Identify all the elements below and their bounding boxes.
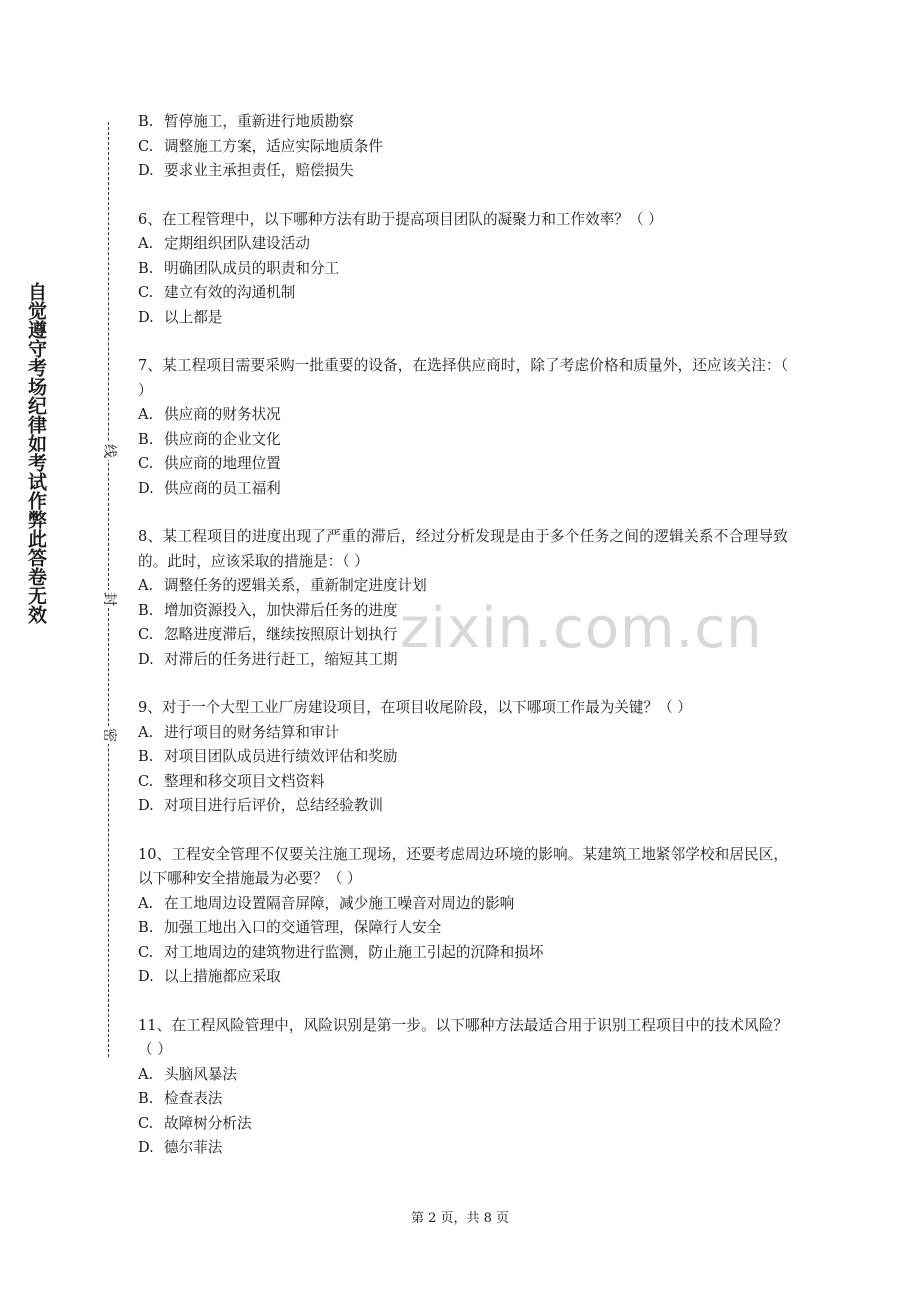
option-item [138,941,788,966]
option-text: 对工地周边的建筑物进行监测，防止施工引起的沉降和损坏 [164,943,544,961]
option-text: 故障树分析法 [164,1114,252,1132]
option-item [138,428,788,453]
option-letter: D. [138,650,154,668]
option-item [138,159,788,184]
option-letter: C. [138,626,154,643]
option-item [138,574,788,599]
option-item [138,648,788,673]
seal-label-seal: 封 [98,590,120,608]
option-item [138,306,788,331]
seal-label-line: 线 [98,442,120,460]
option-item [138,281,788,306]
option-text: 加强工地出入口的交通管理，保障行人安全 [164,919,442,936]
option-text: 检查表法 [164,1090,223,1107]
option-text: 对项目团队成员进行绩效评估和奖励 [164,748,398,765]
option-text: 德尔菲法 [164,1139,223,1156]
option-text: 明确团队成员的职责和分工 [164,259,340,277]
option-letter: C. [138,772,154,790]
option-text: 调整施工方案，适应实际地质条件 [164,137,383,155]
option-letter: D. [138,479,154,497]
option-text: 定期组织团队建设活动 [164,235,310,252]
option-text: 暂停施工，重新进行地质勘察 [164,113,354,130]
option-text: 供应商的员工福利 [164,479,281,497]
option-text: 供应商的企业文化 [164,430,281,448]
option-item [138,232,788,257]
option-item [138,477,788,502]
option-letter: B. [138,259,154,277]
question-stem: 7、某工程项目需要采购一批重要的设备，在选择供应商时，除了考虑价格和质量外，还应该关注：（ ） [138,357,788,399]
option-text: 要求业主承担责任，赔偿损失 [164,162,354,179]
question-stem: 9、对于一个大型工业厂房建设项目，在项目收尾阶段，以下哪项工作最为关键？（ ） [138,699,692,716]
question-9 [138,696,788,819]
question-8 [138,525,788,672]
option-item [138,403,788,428]
question-stem: 10、工程安全管理不仅要关注施工现场，还要考虑周边环境的影响。某建筑工地紧邻学校和居民区，以下哪种安全措施最为必要？（ ） [138,845,788,887]
option-letter: B. [138,748,154,765]
question-content [138,110,788,1185]
option-item [138,892,788,917]
watermark: zixin.com.cn [400,596,763,661]
option-letter: B. [138,919,154,936]
question-stem: 6、在工程管理中，以下哪种方法有助于提高项目团队的凝聚力和工作效率？（ ） [138,210,663,228]
option-letter: C. [138,137,154,155]
option-letter: C. [138,943,154,961]
option-letter: C. [138,455,154,472]
option-item [138,721,788,746]
option-text: 忽略进度滞后，继续按照原计划执行 [164,626,398,643]
option-item [138,599,788,624]
option-item [138,1087,788,1112]
option-letter: A. [138,235,154,252]
exam-discipline-warning: 自觉遵守考场纪律如考试作弊此答卷无效 [25,282,47,624]
seal-label-secret: 密 [98,726,120,744]
option-item [138,1136,788,1161]
option-text: 增加资源投入，加快滞后任务的进度 [164,601,398,619]
option-letter: A. [138,1065,154,1083]
option-text: 在工地周边设置隔音屏障，减少施工噪音对周边的影响 [164,894,515,912]
previous-question-options [138,110,788,184]
option-letter: D. [138,1139,154,1156]
option-item [138,965,788,990]
option-item [138,916,788,941]
option-text: 进行项目的财务结算和审计 [164,723,340,741]
option-text: 建立有效的沟通机制 [164,284,296,301]
option-letter: C. [138,284,154,301]
option-text: 对滞后的任务进行赶工，缩短其工期 [164,650,398,668]
option-item [138,794,788,819]
option-letter: B. [138,1090,154,1107]
option-text: 供应商的财务状况 [164,406,281,423]
option-text: 调整任务的逻辑关系，重新制定进度计划 [164,577,427,594]
question-10 [138,843,788,990]
option-item [138,623,788,648]
option-letter: D. [138,162,154,179]
option-text: 以上都是 [164,308,223,326]
option-letter: B. [138,601,154,619]
option-item [138,770,788,795]
option-item [138,1063,788,1088]
option-item [138,257,788,282]
question-stem: 8、某工程项目的进度出现了严重的滞后，经过分析发现是由于多个任务之间的逻辑关系不合理导致的。此时，应该采取的措施是：（ ） [138,528,788,570]
option-letter: B. [138,113,154,130]
question-stem: 11、在工程风险管理中，风险识别是第一步。以下哪种方法最适合用于识别工程项目中的技术风险？（ ） [138,1016,788,1058]
option-letter: D. [138,968,154,985]
question-11 [138,1014,788,1161]
option-text: 供应商的地理位置 [164,455,281,472]
option-letter: B. [138,430,154,448]
option-item [138,452,788,477]
option-letter: A. [138,577,154,594]
question-6 [138,208,788,331]
option-letter: D. [138,308,154,326]
option-text: 头脑风暴法 [164,1065,237,1083]
option-letter: A. [138,723,154,741]
option-letter: D. [138,797,154,814]
option-item [138,110,788,135]
option-item [138,1112,788,1137]
option-text: 以上措施都应采取 [164,968,281,985]
option-text: 对项目进行后评价，总结经验教训 [164,797,383,814]
option-text: 整理和移交项目文档资料 [164,772,325,790]
option-item [138,745,788,770]
page-number-footer: 第 2 页，共 8 页 [410,1211,510,1226]
option-letter: C. [138,1114,154,1132]
option-letter: A. [138,406,154,423]
question-7 [138,354,788,501]
option-item [138,135,788,160]
option-letter: A. [138,894,154,912]
